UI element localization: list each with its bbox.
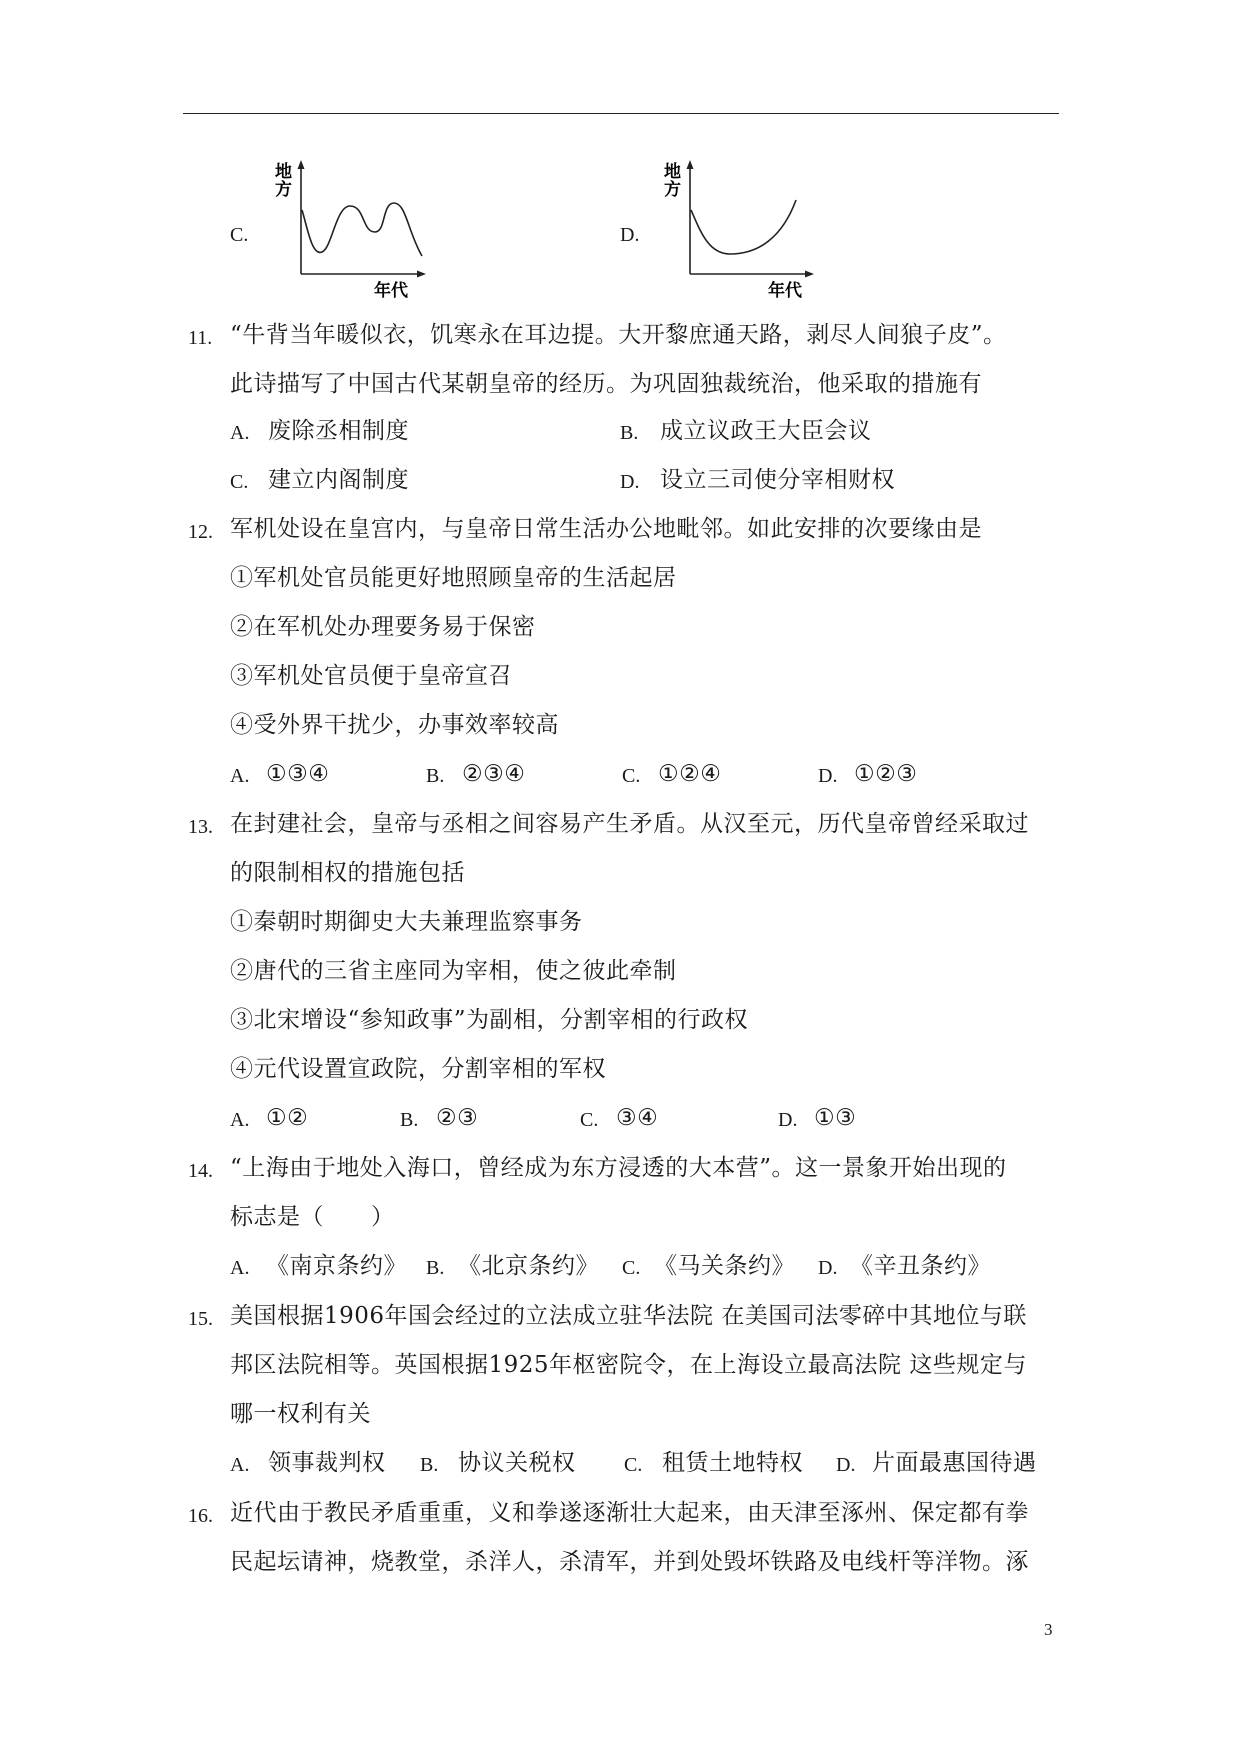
q14-number: 14. [188, 1160, 213, 1182]
q16-line-2: 民起坛请神，烧教堂，杀洋人，杀清军，并到处毁坏铁路及电线杆等洋物。涿 [230, 1549, 1029, 1575]
q14-option-b-label: B. [426, 1257, 445, 1279]
q12-option-c: ①②④ [658, 761, 722, 787]
q11-option-c-label: C. [230, 471, 249, 493]
q12-option-c-label: C. [622, 765, 641, 787]
q12-item-4: ④受外界干扰少，办事效率较高 [230, 712, 559, 738]
q12-option-d-label: D. [818, 765, 838, 787]
q11-option-b: 成立议政王大臣会议 [660, 418, 872, 444]
q15-option-a-label: A. [230, 1454, 250, 1476]
q14-line-2: 标志是（ ） [230, 1204, 395, 1230]
graph-d-x-axis-label: 年代 [768, 281, 802, 300]
q15-option-b-label: B. [420, 1454, 439, 1476]
q12-option-a-label: A. [230, 765, 250, 787]
q13-option-d: ①③ [814, 1105, 857, 1131]
q13-option-a: ①② [266, 1105, 309, 1131]
graph-d [658, 158, 828, 300]
graph-c-y-axis-label-2: 方 [275, 180, 292, 200]
q12-item-2: ②在军机处办理要务易于保密 [230, 614, 536, 640]
q12-number: 12. [188, 521, 213, 543]
q12-item-1: ①军机处官员能更好地照顾皇帝的生活起居 [230, 565, 677, 591]
q15-line-2: 邦区法院相等。英国根据1925年枢密院令，在上海设立最高法院 这些规定与 [230, 1352, 1027, 1378]
q13-item-4: ④元代设置宣政院，分割宰相的军权 [230, 1056, 606, 1082]
graph-c [270, 158, 440, 300]
graph-d-x-arrow [805, 271, 814, 278]
q13-option-a-label: A. [230, 1109, 250, 1131]
q11-line-1: “牛背当年暖似衣，饥寒永在耳边提。大开黎庶通天路，剥尽人间狼子皮”。 [230, 322, 1007, 348]
q14-option-d-label: D. [818, 1257, 838, 1279]
q14-option-a-label: A. [230, 1257, 250, 1279]
q12-option-a: ①③④ [266, 761, 330, 787]
q15-option-c: 租赁土地特权 [662, 1450, 803, 1476]
q14-option-c: 《马关条约》 [654, 1253, 795, 1279]
q13-option-b: ②③ [436, 1105, 479, 1131]
q15-option-d: 片面最惠国待遇 [872, 1450, 1037, 1476]
q14-line-1: “上海由于地处入海口，曾经成为东方浸透的大本营”。这一景象开始出现的 [230, 1155, 1007, 1181]
q14-option-c-label: C. [622, 1257, 641, 1279]
q14-option-b: 《北京条约》 [458, 1253, 599, 1279]
graph-c-y-arrow [298, 160, 305, 169]
graph-c-x-axis-label: 年代 [374, 281, 408, 300]
q15-option-c-label: C. [624, 1454, 643, 1476]
q15-line-3: 哪一权利有关 [230, 1401, 371, 1427]
q14-option-d: 《辛丑条约》 [850, 1253, 991, 1279]
q12-option-b: ②③④ [462, 761, 526, 787]
q13-item-1: ①秦朝时期御史大夫兼理监察事务 [230, 909, 583, 935]
q12-option-b-label: B. [426, 765, 445, 787]
q15-option-a: 领事裁判权 [268, 1450, 386, 1476]
q13-item-3: ③北宋增设“参知政事”为副相，分割宰相的行政权 [230, 1007, 749, 1033]
q15-option-d-label: D. [836, 1454, 856, 1476]
graph-d-label: D. [620, 224, 640, 246]
q13-option-c: ③④ [616, 1105, 659, 1131]
q14-option-a: 《南京条约》 [266, 1253, 407, 1279]
graph-c-y-axis-label: 地 [275, 162, 292, 182]
q11-option-d-label: D. [620, 471, 640, 493]
q11-line-2: 此诗描写了中国古代某朝皇帝的经历。为巩固独裁统治，他采取的措施有 [230, 371, 982, 397]
graph-d-y-axis-label: 地 [664, 162, 681, 182]
page-number: 3 [1044, 1620, 1053, 1639]
graph-c-x-arrow [417, 271, 426, 278]
q11-option-b-label: B. [620, 422, 639, 444]
graph-c-label: C. [230, 224, 249, 246]
q16-line-1: 近代由于教民矛盾重重，义和拳遂逐渐壮大起来，由天津至涿州、保定都有拳 [230, 1500, 1029, 1526]
q15-number: 15. [188, 1308, 213, 1330]
graph-d-curve [691, 200, 796, 254]
q12-option-d: ①②③ [854, 761, 918, 787]
q11-option-a-label: A. [230, 422, 250, 444]
q11-option-d: 设立三司使分宰相财权 [660, 467, 895, 493]
graph-d-y-arrow [687, 160, 694, 169]
q13-line-2: 的限制相权的措施包括 [230, 860, 465, 886]
q13-item-2: ②唐代的三省主座同为宰相，使之彼此牵制 [230, 958, 677, 984]
q11-option-c: 建立内阁制度 [268, 467, 409, 493]
q13-option-c-label: C. [580, 1109, 599, 1131]
q16-number: 16. [188, 1505, 213, 1527]
graph-d-y-axis-label-2: 方 [664, 180, 681, 200]
q13-line-1: 在封建社会，皇帝与丞相之间容易产生矛盾。从汉至元，历代皇帝曾经采取过 [230, 811, 1029, 837]
q11-number: 11. [188, 327, 213, 349]
header-rule [183, 113, 1059, 114]
q11-option-a: 废除丞相制度 [268, 418, 409, 444]
q15-line-1: 美国根据1906年国会经过的立法成立驻华法院 在美国司法零碎中其地位与联 [230, 1303, 1027, 1329]
q13-option-b-label: B. [400, 1109, 419, 1131]
q13-number: 13. [188, 816, 213, 838]
q12-item-3: ③军机处官员便于皇帝宣召 [230, 663, 512, 689]
q13-option-d-label: D. [778, 1109, 798, 1131]
q15-option-b: 协议关税权 [458, 1450, 576, 1476]
graph-c-curve [302, 203, 422, 256]
q12-line-1: 军机处设在皇宫内，与皇帝日常生活办公地毗邻。如此安排的次要缘由是 [230, 516, 982, 542]
